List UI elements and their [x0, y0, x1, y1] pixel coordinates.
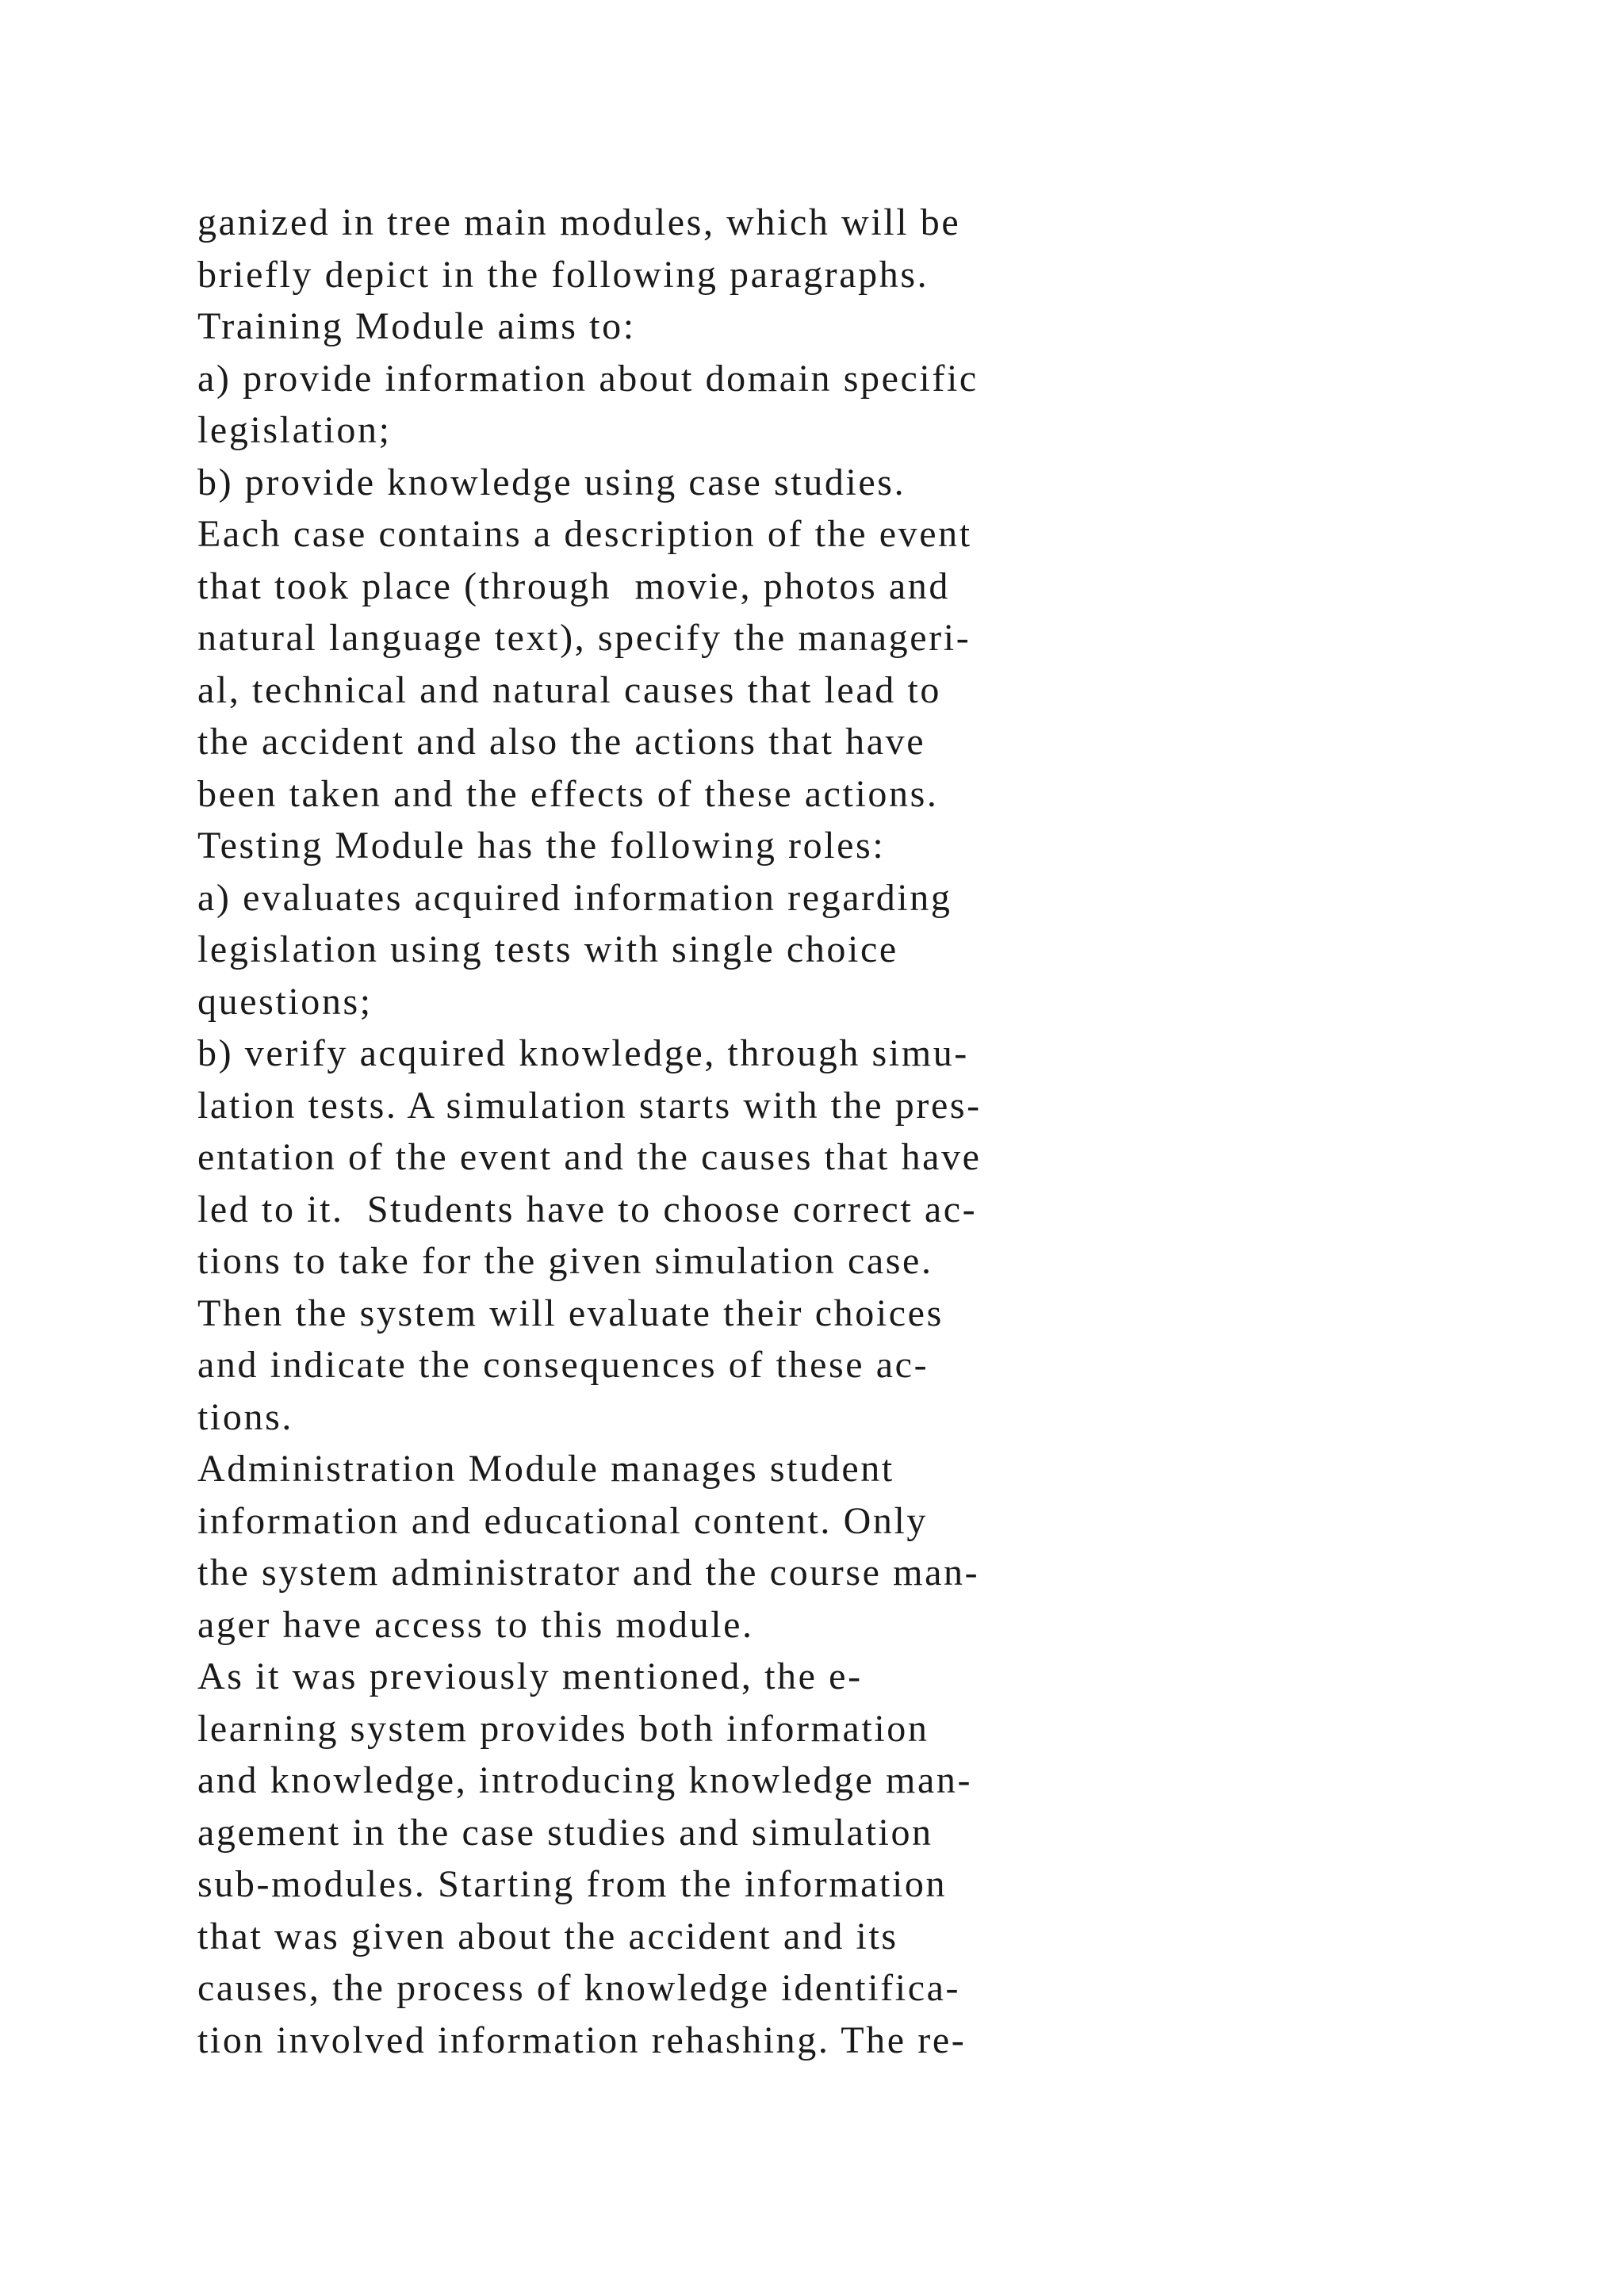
text-line: legislation; [197, 409, 392, 451]
text-line: b) verify acquired knowledge, through simu- [197, 1032, 969, 1074]
text-line: led to it. Students have to choose correct ac- [197, 1188, 978, 1230]
text-line: sub-modules. Starting from the information [197, 1863, 948, 1905]
text-line: been taken and the effects of these actions. [197, 772, 939, 815]
text-line: ager have access to this module. [197, 1603, 754, 1646]
text-line: that was given about the accident and its [197, 1915, 898, 1957]
text-line: questions; [197, 980, 373, 1023]
text-line: agement in the case studies and simulation [197, 1811, 933, 1854]
text-line: learning system provides both information [197, 1707, 929, 1750]
text-line: and indicate the consequences of these ac- [197, 1344, 929, 1386]
text-line: that took place (through movie, photos and [197, 564, 950, 607]
text-line: tion involved information rehashing. The re- [197, 2019, 967, 2061]
text-line: briefly depict in the following paragraphs. [197, 253, 929, 296]
text-line: a) evaluates acquired information regarding [197, 876, 952, 919]
text-line: Administration Module manages student [197, 1448, 894, 1490]
text-line: legislation using tests with single choice [197, 928, 898, 970]
text-line: a) provide information about domain specific [197, 357, 979, 400]
text-line: Each case contains a description of the event [197, 513, 972, 555]
text-line: causes, the process of knowledge identifica- [197, 1967, 961, 2009]
body-text [197, 197, 1387, 2066]
text-line: al, technical and natural causes that lead to [197, 668, 941, 711]
text-line: Then the system will evaluate their choices [197, 1292, 944, 1334]
text-line: ganized in tree main modules, which will be [197, 201, 961, 243]
text-line: b) provide knowledge using case studies. [197, 461, 906, 503]
text-line: natural language text), specify the manageri- [197, 617, 971, 659]
text-line: information and educational content. Only [197, 1499, 929, 1542]
text-line: Training Module aims to: [197, 305, 636, 347]
text-line: tions to take for the given simulation case. [197, 1240, 933, 1282]
text-line: the system administrator and the course man- [197, 1552, 980, 1594]
text-line: As it was previously mentioned, the e- [197, 1655, 863, 1697]
text-line: and knowledge, introducing knowledge man- [197, 1759, 973, 1801]
text-line: tions. [197, 1395, 293, 1438]
text-line: lation tests. A simulation starts with the pres- [197, 1084, 982, 1127]
text-line: entation of the event and the causes that have [197, 1136, 982, 1178]
text-line: Testing Module has the following roles: [197, 825, 886, 867]
text-line: the accident and also the actions that have [197, 721, 926, 763]
